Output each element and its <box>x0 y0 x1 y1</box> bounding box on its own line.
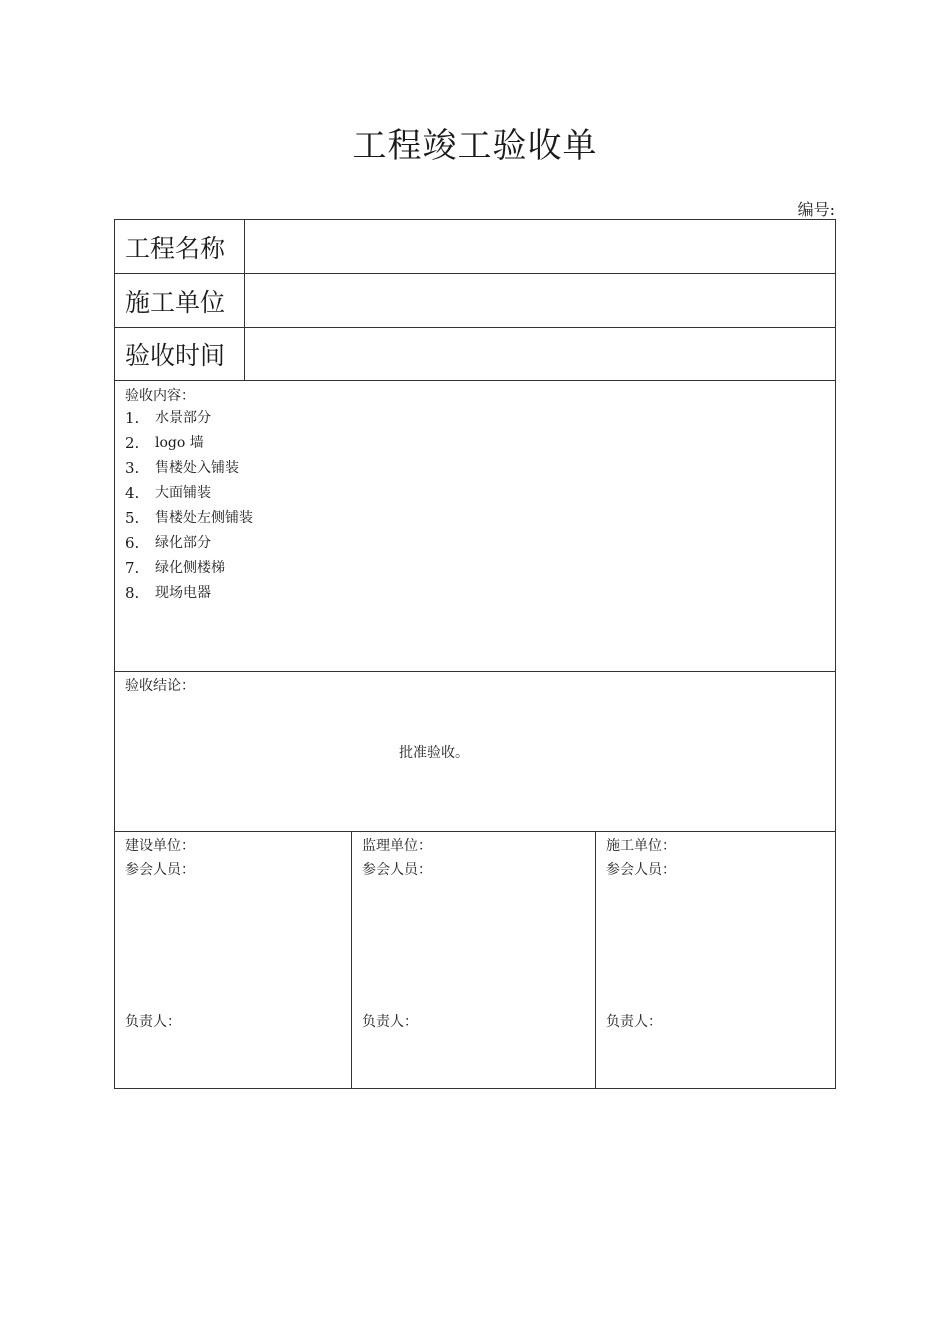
list-item-number: 1. <box>125 409 140 427</box>
supervisor-attendees-label: 参会人员： <box>362 862 432 878</box>
contractor-attendees-label: 参会人员： <box>606 862 676 878</box>
list-item-text: 绿化部分 <box>155 535 211 551</box>
acceptance-time-row <box>115 328 835 381</box>
list-item <box>125 532 253 557</box>
list-item <box>125 432 253 457</box>
project-name-label: 工程名称 <box>115 220 245 273</box>
document-number-label: 编号: <box>797 200 835 219</box>
list-item-text: 大面铺装 <box>155 485 211 501</box>
contractor-unit-label: 施工单位： <box>606 838 676 854</box>
list-item <box>125 557 253 582</box>
list-item-number: 4. <box>125 484 140 502</box>
contractor-signature-block <box>596 832 835 1088</box>
owner-signature-block <box>115 832 352 1088</box>
list-item-number: 5. <box>125 509 140 527</box>
list-item <box>125 407 253 432</box>
list-item-text: 现场电器 <box>155 585 211 601</box>
acceptance-conclusion-heading: 验收结论： <box>125 678 195 694</box>
list-item <box>125 582 253 607</box>
supervisor-unit-label: 监理单位： <box>362 838 432 854</box>
list-item <box>125 507 253 532</box>
list-item-text: logo 墙 <box>155 435 204 451</box>
acceptance-form-table <box>114 219 836 1089</box>
list-item-number: 6. <box>125 534 140 552</box>
list-item-text: 水景部分 <box>155 410 211 426</box>
acceptance-time-label: 验收时间 <box>115 328 245 380</box>
list-item-text: 售楼处左侧铺装 <box>155 510 253 526</box>
construction-unit-row <box>115 274 835 328</box>
list-item-number: 2. <box>125 434 140 452</box>
acceptance-conclusion-section <box>115 672 835 832</box>
project-name-row <box>115 220 835 274</box>
project-name-value[interactable] <box>245 220 835 273</box>
acceptance-content-list <box>125 407 253 607</box>
owner-attendees-label: 参会人员： <box>125 862 195 878</box>
list-item-number: 7. <box>125 559 140 577</box>
supervisor-responsible-label: 负责人： <box>362 1014 418 1030</box>
construction-unit-label: 施工单位 <box>115 274 245 327</box>
list-item-number: 3. <box>125 459 140 477</box>
supervisor-signature-block <box>352 832 596 1088</box>
owner-responsible-label: 负责人： <box>125 1014 181 1030</box>
list-item-text: 售楼处入铺装 <box>155 460 239 476</box>
list-item-number: 8. <box>125 584 140 602</box>
contractor-responsible-label: 负责人： <box>606 1014 662 1030</box>
owner-unit-label: 建设单位： <box>125 838 195 854</box>
acceptance-content-section <box>115 381 835 672</box>
page-title: 工程竣工验收单 <box>352 126 598 166</box>
acceptance-content-heading: 验收内容： <box>125 388 195 404</box>
list-item <box>125 457 253 482</box>
construction-unit-value[interactable] <box>245 274 835 327</box>
acceptance-time-value[interactable] <box>245 328 835 380</box>
list-item <box>125 482 253 507</box>
list-item-text: 绿化侧楼梯 <box>155 560 225 576</box>
signature-section <box>115 832 835 1088</box>
acceptance-conclusion-text: 批准验收。 <box>399 745 469 761</box>
